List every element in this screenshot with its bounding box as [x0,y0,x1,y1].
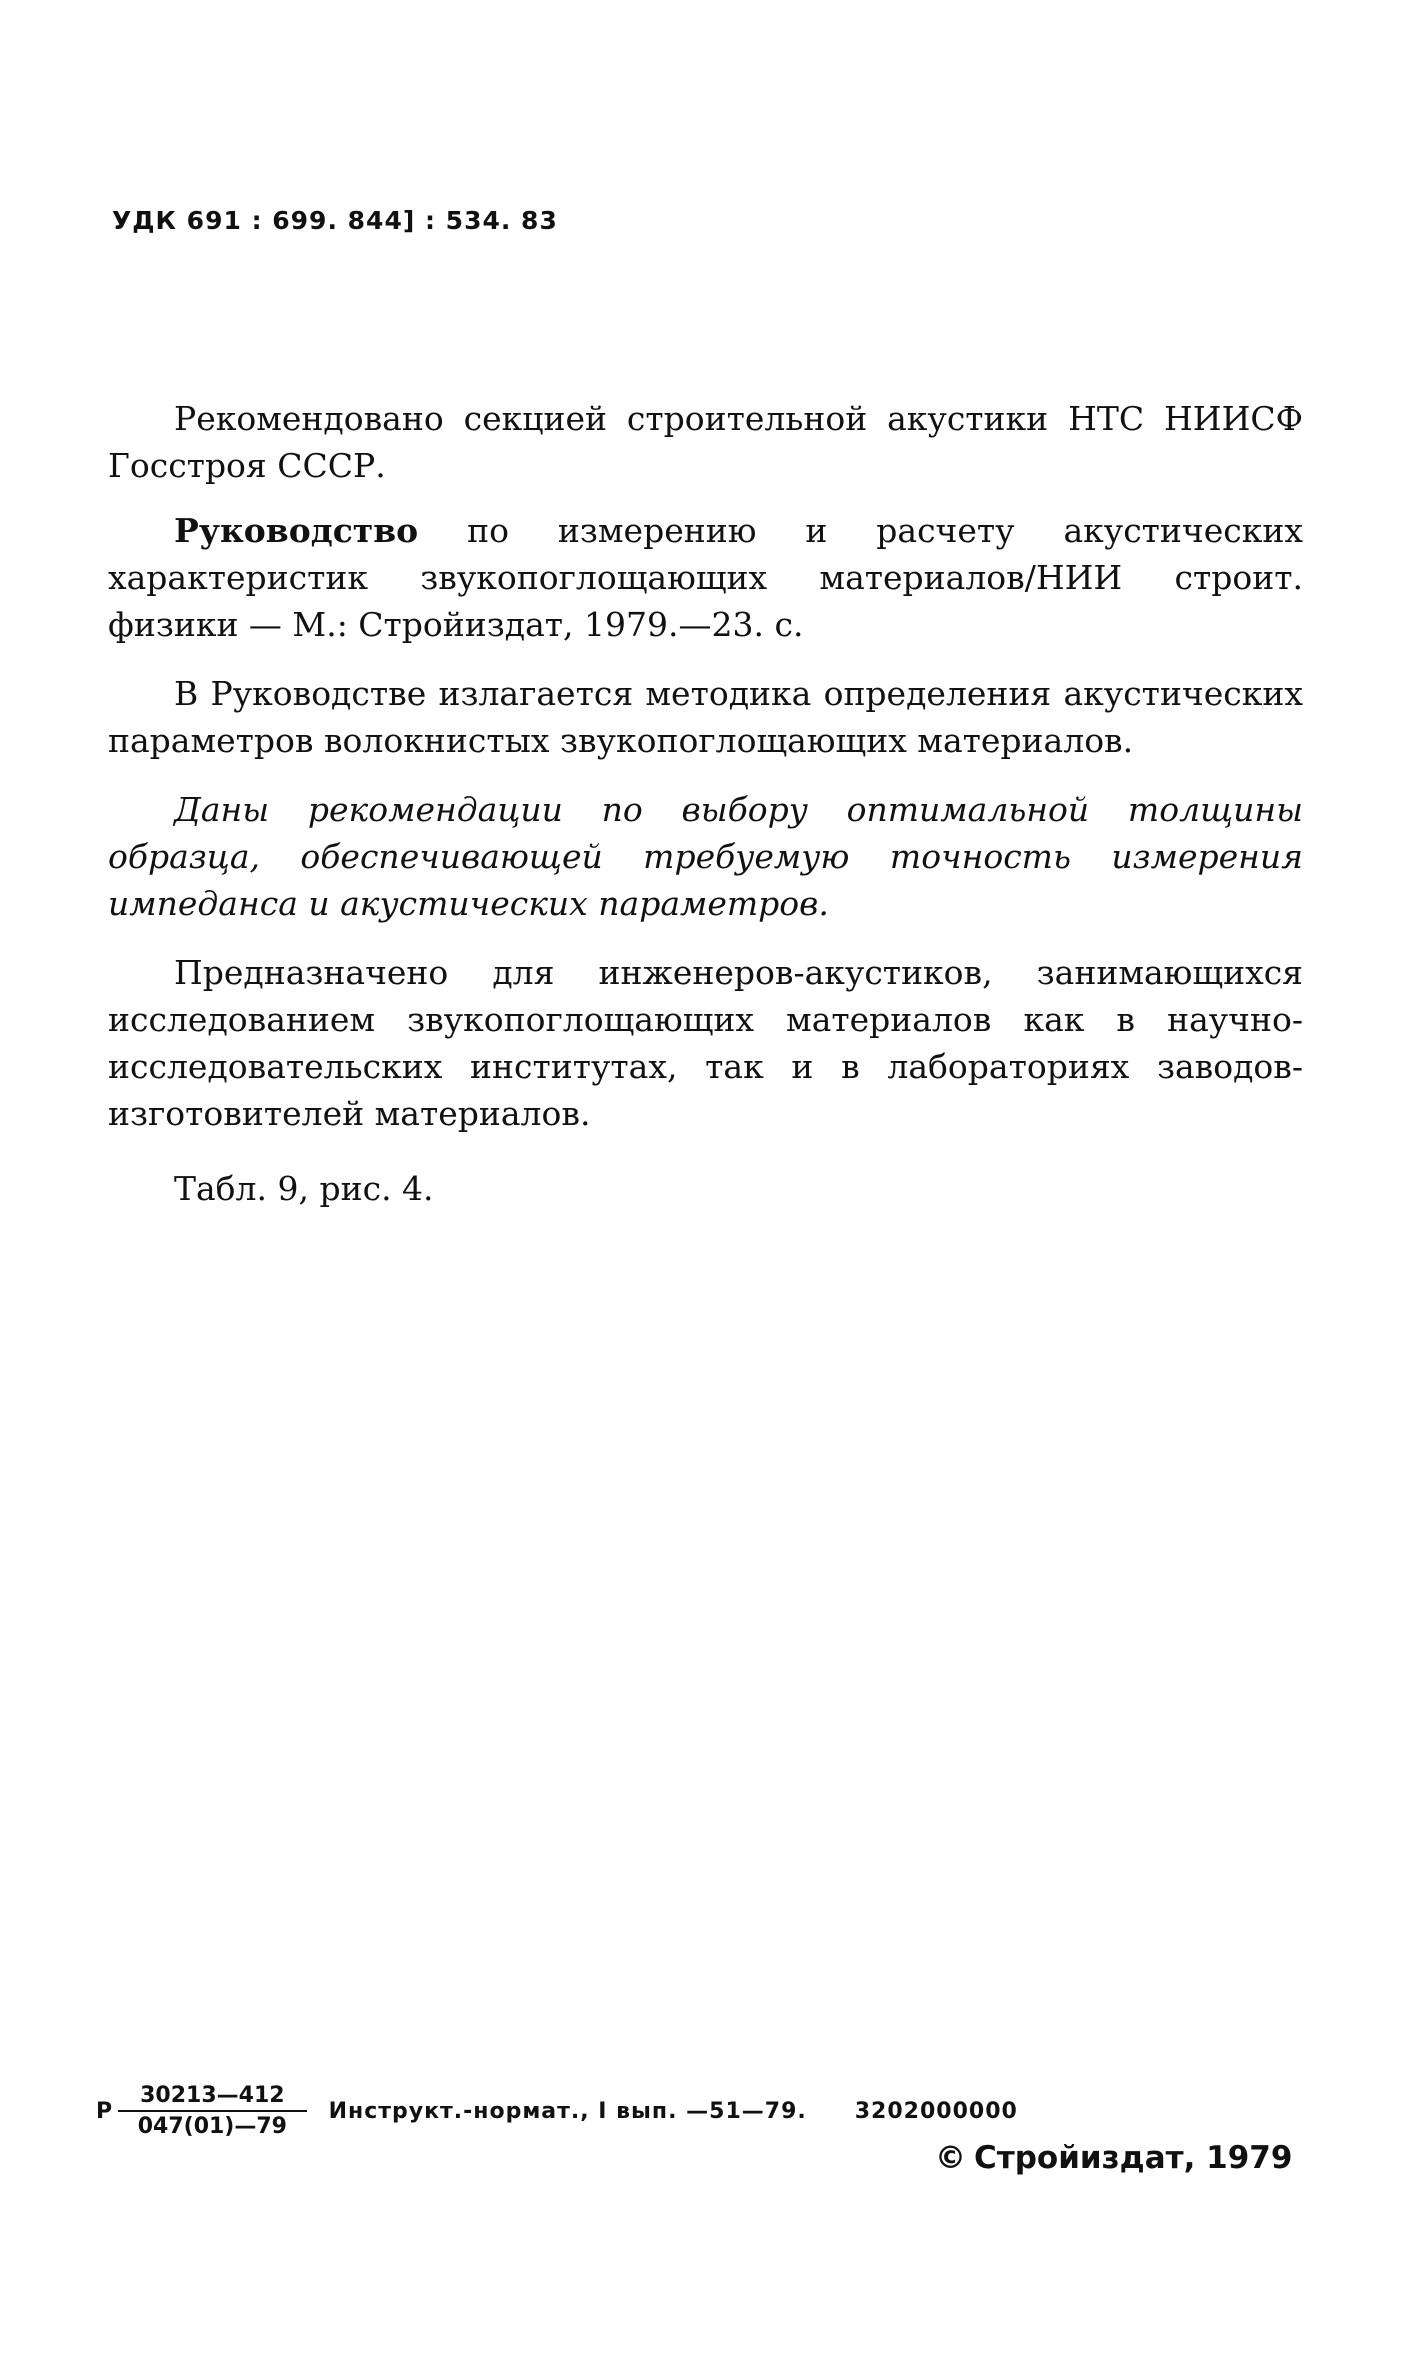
publication-index [96,2083,1316,2139]
copyright-icon: © [935,2140,966,2176]
tables-figures-count: Табл. 9, рис. 4. [174,1169,434,1208]
recommendations-paragraph: Даны рекомендации по выбору оптимальной толщины образца, обеспечивающей требуемую точность измерения импеданса и акустических параметров. [108,790,1303,923]
bibliographic-title-lead: Руководство [174,511,419,550]
index-denominator: 047(01)—79 [137,2114,287,2139]
bibliographic-title-rest: по измерению и расчету акустических характеристик звукопоглощающих материалов/НИИ строит. физики — М.: Стройиздат, 1979.—23. с. [108,511,1303,644]
index-letter: Р [96,2098,113,2124]
methodology-paragraph: В Руководстве излагается методика определения акустических параметров волокнистых звукопоглощающих материалов. [108,674,1303,760]
instruction-note: Инструкт.-нормат., I вып. —51—79. [328,2098,807,2124]
annotation-block [108,395,1303,1234]
copyright-text: Стройиздат, 1979 [974,2140,1293,2176]
udk-code: УДК 691 : 699. 844] : 534. 83 [112,206,558,235]
audience-paragraph: Предназначено для инженеров-акустиков, занимающихся исследованием звукопоглощающих материалов как в научно-исследовательских институтах, так и в лабораториях заводов-изготовителей материалов. [108,953,1303,1133]
index-numerator: 30213—412 [118,2083,306,2112]
index-fraction [118,2083,306,2139]
recommendation-paragraph: Рекомендовано секцией строительной акустики НТС НИИСФ Госстроя СССР. [108,399,1303,485]
catalog-code: 3202000000 [854,2098,1018,2124]
bibliographic-entry [108,507,1303,648]
copyright-line [935,2140,1292,2176]
index-row [96,2083,1316,2139]
